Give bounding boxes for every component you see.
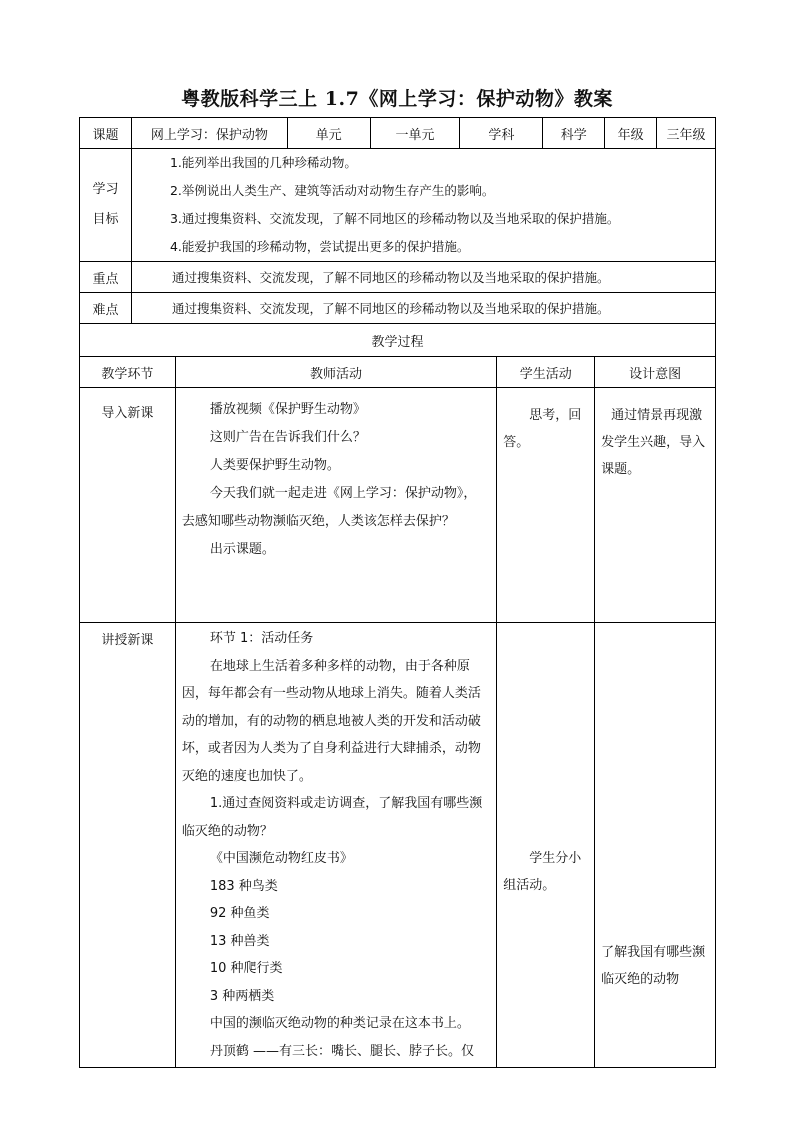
lesson-label: 课题 [80,118,132,149]
teacher-line: 中国的濒临灭绝动物的种类记录在这本书上。 [209,1016,470,1031]
teacher-line: 183 种鸟类 [209,878,278,894]
teacher-line: 在地球上生活着多种多样的动物，由于各种原因，每年都会有一些动物从地球上消失。随着人类活动的增加，有的动物的栖息地被人类的开发和活动破坏，或者因为人类为了自身利益进行大肆捕杀，动物灭绝的速度也加快了。 [181,658,481,784]
teacher-line: 今天我们就一起走进《网上学习：保护动物》，去感知哪些动物濒临灭绝，人类该怎样去保护？ [181,486,477,529]
teacher-line: 3 种两栖类 [209,988,275,1004]
teacher-line: 92 种鱼类 [209,906,270,921]
info-row-key [80,262,716,293]
col-stage-header: 教学环节 [80,357,176,388]
stage-intro: 导入新课 [80,388,176,623]
teacher-activity-intro [175,388,496,623]
unit-label: 单元 [287,118,370,149]
stage-new-lesson: 讲授新课 [80,623,176,1068]
design-intent-new-lesson [595,623,716,1068]
process-row-intro [80,388,716,623]
col-student-header: 学生活动 [497,357,595,388]
teacher-line: 1.通过查阅资料或走访调查，了解我国有哪些濒临灭绝的动物？ [181,796,483,839]
process-header: 教学过程 [80,324,716,357]
student-activity-new-lesson [497,623,595,1068]
teacher-line: 13 种兽类 [209,933,270,949]
teacher-line: 人类要保护野生动物。 [209,458,340,473]
goal-item: 1.能列举出我国的几种珍稀动物。 [169,155,357,170]
student-text: 思考，回答。 [503,408,582,450]
goals-list [131,149,715,262]
col-teacher-header: 教师活动 [175,357,496,388]
teacher-line: 这则广告在告诉我们什么？ [209,430,366,445]
info-row-difficulty [80,293,716,324]
goal-item: 2.举例说出人类生产、建筑等活动对动物生存产生的影响。 [169,183,495,198]
teacher-line: 丹顶鹤 ——有三长：嘴长、腿长、脖子长。仅 [209,1043,474,1059]
design-intent-intro [595,388,716,623]
student-activity-intro [497,388,595,623]
key-value: 通过搜集资料、交流发现，了解不同地区的珍稀动物以及当地采取的保护措施。 [131,262,715,293]
goal-item: 3.通过搜集资料、交流发现，了解不同地区的珍稀动物以及当地采取的保护措施。 [169,211,620,226]
document-title: 粤教版科学三上 1.7《网上学习：保护动物》教案 [181,88,613,110]
lesson-info-table [79,117,716,324]
info-row-lesson [80,118,716,149]
difficulty-label: 难点 [80,293,132,324]
design-text: 通过情景再现激发学生兴趣，导入课题。 [601,408,706,477]
teacher-line: 出示课题。 [209,542,275,557]
subject-value: 科学 [543,118,605,149]
difficulty-value: 通过搜集资料、交流发现，了解不同地区的珍稀动物以及当地采取的保护措施。 [131,293,715,324]
teacher-line: 《中国濒危动物红皮书》 [209,851,353,866]
grade-value: 三年级 [657,118,716,149]
teacher-line: 环节 1：活动任务 [209,631,314,646]
teacher-line: 播放视频《保护野生动物》 [209,402,366,417]
teacher-activity-new-lesson [175,623,496,1068]
process-row-new-lesson [80,623,716,1068]
key-label: 重点 [80,262,132,293]
info-row-goals [80,149,716,262]
student-text: 学生分小组活动。 [503,851,582,893]
grade-label: 年级 [605,118,657,149]
goals-label: 学习目标 [80,149,132,262]
col-design-header: 设计意图 [595,357,716,388]
unit-value: 一单元 [370,118,460,149]
subject-label: 学科 [460,118,543,149]
goal-item: 4.能爱护我国的珍稀动物，尝试提出更多的保护措施。 [169,239,470,254]
lesson-value: 网上学习：保护动物 [131,118,287,149]
teacher-line: 10 种爬行类 [209,961,283,976]
teaching-process-table [79,323,716,1068]
design-text: 了解我国有哪些濒临灭绝的动物 [601,945,706,987]
